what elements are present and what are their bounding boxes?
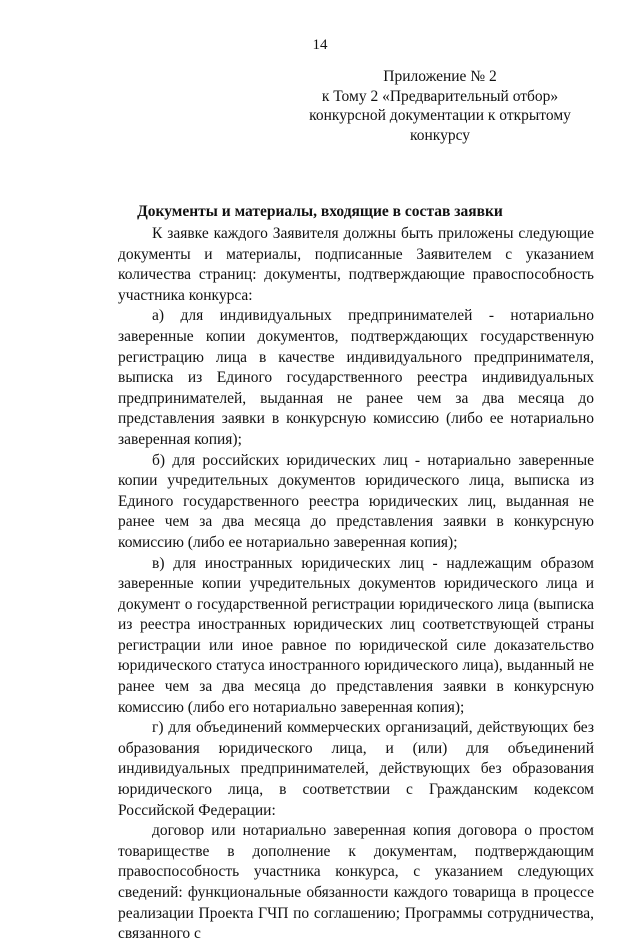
paragraph-intro: К заявке каждого Заявителя должны быть приложены следующие документы и материалы, подписанные Заявителем с указанием количества страниц: документы, подтверждающие правоспособность участника конкурса:: [118, 225, 594, 304]
paragraph-contract: договор или нотариально заверенная копия договора о простом товариществе в дополнение к документам, подтверждающим правоспособность участника конкурса, с указанием следующих сведений: функциональные обязанности каждого товарища в процессе реализации Проекта ГЧП по соглашению; Программы сотрудничества, связанного с: [118, 822, 594, 943]
appendix-line: Приложение № 2: [383, 68, 497, 85]
page-number: 14: [312, 37, 328, 53]
appendix-line: конкурсной документации к открытому: [309, 107, 571, 124]
paragraph-item-g: г) для объединений коммерческих организаций, действующих без образования юридического лица, и (или) для объединений индивидуальных предпринимателей, действующих без образования юридического лица, в соответствии с Гражданским кодексом Российской Федерации:: [118, 719, 594, 819]
appendix-header: [300, 67, 580, 145]
appendix-line: к Тому 2 «Предварительный отбор»: [321, 87, 559, 105]
paragraph-item-b: б) для российских юридических лиц - нотариально заверенные копии учредительных документов юридического лица, выписка из Единого государственного реестра юридических лиц, выданная не ранее чем за два месяца до представления заявки в конкурсную комиссию (либо ее нотариально заверенная копия);: [118, 451, 594, 551]
paragraph-item-a: а) для индивидуальных предпринимателей - нотариально заверенные копии документов, подтверждающих государственную регистрацию лица в качестве индивидуального предпринимателя, выписка из Единого государственного реестра индивидуальных предпринимателей, выданная не ранее чем за два месяца до представления заявки в конкурсную комиссию (либо ее нотариально заверенная копия);: [118, 307, 594, 448]
appendix-line: конкурсу: [409, 126, 471, 144]
document-title: Документы и материалы, входящие в состав заявки: [137, 203, 503, 220]
paragraph-item-v: в) для иностранных юридических лиц - надлежащим образом заверенные копии учредительных документов юридического лица и документ о государственной регистрации юридического лица (выписка из реестра иностранных юридических лиц соответствующей страны регистрации или иное равное по юридической силе доказательство юридического статуса иностранного юридического лица), выданный не ранее чем за два месяца до представления заявки в конкурсную комиссию (либо его нотариально заверенная копия);: [118, 554, 594, 716]
document-body: [118, 224, 594, 945]
